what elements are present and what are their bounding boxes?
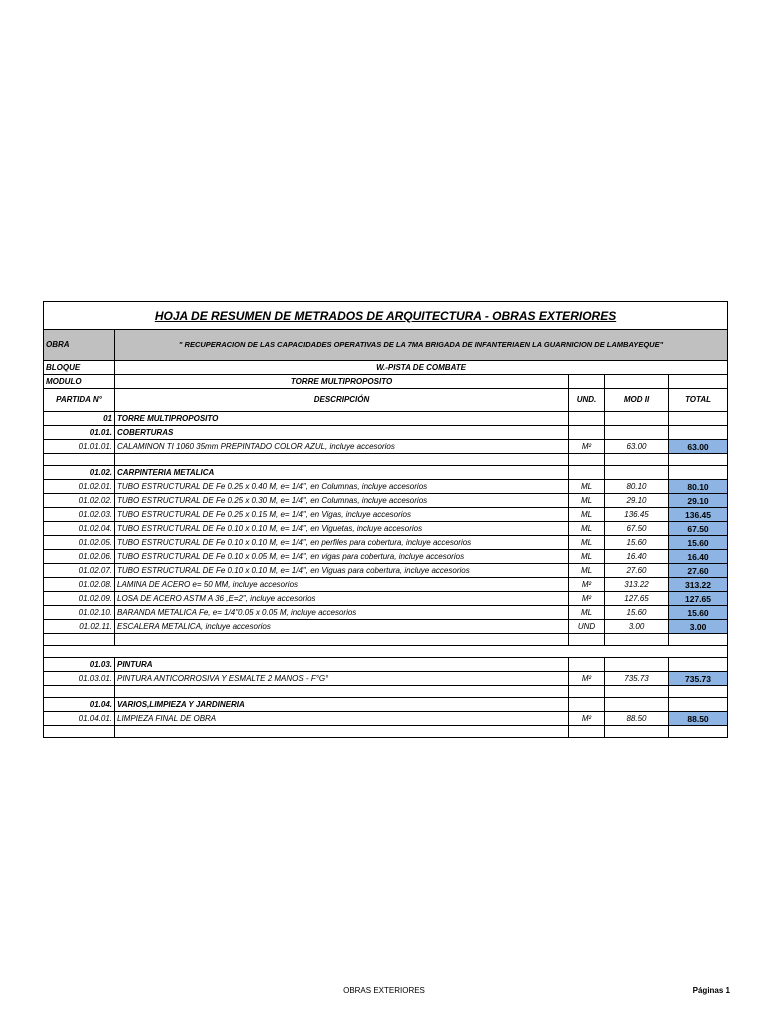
item-row bbox=[44, 550, 728, 564]
item-description: ESCALERA METALICA, incluye accesorios bbox=[115, 620, 569, 634]
blank-cell bbox=[669, 454, 728, 466]
item-total-value: 67.50 bbox=[669, 522, 728, 536]
section-row bbox=[44, 466, 728, 480]
item-row bbox=[44, 672, 728, 686]
total-cell-empty bbox=[669, 466, 728, 480]
item-total-value: 313.22 bbox=[669, 578, 728, 592]
partida-code: 01.04.01. bbox=[44, 712, 115, 726]
und-cell bbox=[569, 658, 605, 672]
item-mod-value: 29.10 bbox=[605, 494, 669, 508]
partida-code: 01.02.03. bbox=[44, 508, 115, 522]
section-title: TORRE MULTIPROPOSITO bbox=[115, 412, 569, 426]
item-mod-value: 63.00 bbox=[605, 440, 669, 454]
item-mod-value: 80.10 bbox=[605, 480, 669, 494]
blank-cell bbox=[115, 634, 569, 646]
item-description: LAMINA DE ACERO e= 50 MM, incluye accesorios bbox=[115, 578, 569, 592]
bloque-label: BLOQUE bbox=[44, 361, 115, 375]
item-mod-value: 127.65 bbox=[605, 592, 669, 606]
partida-code: 01.01.01. bbox=[44, 440, 115, 454]
item-unit: ML bbox=[569, 536, 605, 550]
header-partida: PARTIDA N° bbox=[44, 389, 115, 412]
partida-code: 01.03. bbox=[44, 658, 115, 672]
item-mod-value: 88.50 bbox=[605, 712, 669, 726]
section-title: CARPINTERIA METALICA bbox=[115, 466, 569, 480]
section-row bbox=[44, 658, 728, 672]
und-cell bbox=[569, 698, 605, 712]
blank-cell bbox=[605, 726, 669, 738]
blank-cell bbox=[44, 634, 115, 646]
partida-code: 01 bbox=[44, 412, 115, 426]
blank-cell bbox=[115, 726, 569, 738]
header-total: TOTAL bbox=[669, 389, 728, 412]
partida-code: 01.02.04. bbox=[44, 522, 115, 536]
section-title: VARIOS,LIMPIEZA Y JARDINERIA bbox=[115, 698, 569, 712]
section-title: COBERTURAS bbox=[115, 426, 569, 440]
metrados-table bbox=[43, 301, 728, 738]
item-mod-value: 27.60 bbox=[605, 564, 669, 578]
modulo-label: MODULO bbox=[44, 375, 115, 389]
item-mod-value: 15.60 bbox=[605, 536, 669, 550]
item-unit: ML bbox=[569, 522, 605, 536]
mod-cell bbox=[605, 658, 669, 672]
item-total-value: 88.50 bbox=[669, 712, 728, 726]
blank-cell bbox=[669, 726, 728, 738]
item-row bbox=[44, 620, 728, 634]
section-row bbox=[44, 412, 728, 426]
blank-cell bbox=[605, 454, 669, 466]
item-unit: ML bbox=[569, 564, 605, 578]
blank-row bbox=[44, 726, 728, 738]
item-unit: M² bbox=[569, 592, 605, 606]
item-unit: M² bbox=[569, 712, 605, 726]
item-mod-value: 313.22 bbox=[605, 578, 669, 592]
mod-cell bbox=[605, 698, 669, 712]
partida-code: 01.02.07. bbox=[44, 564, 115, 578]
section-row bbox=[44, 698, 728, 712]
modulo-mod-empty bbox=[605, 375, 669, 389]
blank-cell bbox=[115, 454, 569, 466]
item-total-value: 27.60 bbox=[669, 564, 728, 578]
modulo-value: TORRE MULTIPROPOSITO bbox=[115, 375, 569, 389]
item-row bbox=[44, 480, 728, 494]
blank-cell bbox=[605, 686, 669, 698]
item-unit: M² bbox=[569, 672, 605, 686]
footer-sheet-name: OBRAS EXTERIORES bbox=[343, 986, 425, 995]
item-description: TUBO ESTRUCTURAL DE Fe 0.10 x 0.10 M, e= 1/4", en Viguas para cobertura, incluye accesorios bbox=[115, 564, 569, 578]
obra-value: " RECUPERACION DE LAS CAPACIDADES OPERATIVAS DE LA 7MA BRIGADA DE INFANTERIAEN LA GUARNICION DE LAMBAYEQUE" bbox=[115, 330, 728, 361]
blank-cell bbox=[669, 634, 728, 646]
und-cell bbox=[569, 466, 605, 480]
section-row bbox=[44, 426, 728, 440]
partida-code: 01.02.11. bbox=[44, 620, 115, 634]
item-total-value: 735.73 bbox=[669, 672, 728, 686]
modulo-und-empty bbox=[569, 375, 605, 389]
modulo-total-empty bbox=[669, 375, 728, 389]
item-total-value: 63.00 bbox=[669, 440, 728, 454]
blank-cell bbox=[569, 634, 605, 646]
item-unit: M² bbox=[569, 578, 605, 592]
item-total-value: 15.60 bbox=[669, 606, 728, 620]
footer-page-number: Páginas 1 bbox=[692, 986, 730, 995]
item-description: TUBO ESTRUCTURAL DE Fe 0.10 x 0.10 M, e= 1/4", en perfiles para cobertura, incluye accesorios bbox=[115, 536, 569, 550]
blank-cell bbox=[115, 686, 569, 698]
header-und: UND. bbox=[569, 389, 605, 412]
mod-cell bbox=[605, 426, 669, 440]
item-mod-value: 3.00 bbox=[605, 620, 669, 634]
item-total-value: 15.60 bbox=[669, 536, 728, 550]
item-mod-value: 15.60 bbox=[605, 606, 669, 620]
item-row bbox=[44, 712, 728, 726]
item-unit: ML bbox=[569, 550, 605, 564]
item-mod-value: 735.73 bbox=[605, 672, 669, 686]
header-mod: MOD II bbox=[605, 389, 669, 412]
partida-code: 01.02.06. bbox=[44, 550, 115, 564]
blank-row bbox=[44, 454, 728, 466]
item-mod-value: 67.50 bbox=[605, 522, 669, 536]
sheet-title: HOJA DE RESUMEN DE METRADOS DE ARQUITECTURA - OBRAS EXTERIORES bbox=[44, 302, 728, 330]
blank-row bbox=[44, 634, 728, 646]
item-row bbox=[44, 536, 728, 550]
partida-code: 01.02.05. bbox=[44, 536, 115, 550]
blank-row bbox=[44, 686, 728, 698]
partida-code: 01.03.01. bbox=[44, 672, 115, 686]
partida-code: 01.02.10. bbox=[44, 606, 115, 620]
item-description: PINTURA ANTICORROSIVA Y ESMALTE 2 MANOS - F°G° bbox=[115, 672, 569, 686]
item-row bbox=[44, 522, 728, 536]
mod-cell bbox=[605, 412, 669, 426]
item-description: TUBO ESTRUCTURAL DE Fe 0.25 x 0.40 M, e= 1/4", en Columnas, incluye accesorios bbox=[115, 480, 569, 494]
bloque-value: W.-PISTA DE COMBATE bbox=[115, 361, 728, 375]
item-description: TUBO ESTRUCTURAL DE Fe 0.10 x 0.10 M, e= 1/4", en Viguetas, incluye accesorios bbox=[115, 522, 569, 536]
section-title: PINTURA bbox=[115, 658, 569, 672]
item-mod-value: 16.40 bbox=[605, 550, 669, 564]
item-description: LOSA DE ACERO ASTM A 36 ,E=2", incluye accesorios bbox=[115, 592, 569, 606]
header-descripcion: DESCRIPCIÓN bbox=[115, 389, 569, 412]
item-unit: ML bbox=[569, 606, 605, 620]
item-row bbox=[44, 508, 728, 522]
item-row bbox=[44, 564, 728, 578]
partida-code: 01.02.02. bbox=[44, 494, 115, 508]
item-description: BARANDA METALICA Fe, e= 1/4"0.05 x 0.05 M, incluye accesorios bbox=[115, 606, 569, 620]
item-mod-value: 136.45 bbox=[605, 508, 669, 522]
item-total-value: 16.40 bbox=[669, 550, 728, 564]
blank-cell bbox=[669, 686, 728, 698]
partida-code: 01.01. bbox=[44, 426, 115, 440]
partida-code: 01.02.08. bbox=[44, 578, 115, 592]
blank-cell bbox=[569, 726, 605, 738]
total-cell-empty bbox=[669, 426, 728, 440]
item-unit: ML bbox=[569, 494, 605, 508]
item-row bbox=[44, 494, 728, 508]
item-total-value: 29.10 bbox=[669, 494, 728, 508]
partida-code: 01.04. bbox=[44, 698, 115, 712]
total-cell-empty bbox=[669, 698, 728, 712]
total-cell-empty bbox=[669, 412, 728, 426]
und-cell bbox=[569, 412, 605, 426]
gap-row bbox=[44, 646, 728, 658]
item-unit: UND bbox=[569, 620, 605, 634]
item-row bbox=[44, 592, 728, 606]
item-unit: M² bbox=[569, 440, 605, 454]
item-description: TUBO ESTRUCTURAL DE Fe 0.10 x 0.05 M, e= 1/4", en vigas para cobertura, incluye accesorios bbox=[115, 550, 569, 564]
total-cell-empty bbox=[669, 658, 728, 672]
partida-code: 01.02. bbox=[44, 466, 115, 480]
item-description: CALAMINON TI 1060 35mm PREPINTADO COLOR AZUL, incluye accesorios bbox=[115, 440, 569, 454]
partida-code: 01.02.01. bbox=[44, 480, 115, 494]
item-total-value: 127.65 bbox=[669, 592, 728, 606]
partida-code: 01.02.09. bbox=[44, 592, 115, 606]
gap-cell bbox=[44, 646, 728, 658]
item-unit: ML bbox=[569, 508, 605, 522]
blank-cell bbox=[569, 686, 605, 698]
item-total-value: 136.45 bbox=[669, 508, 728, 522]
blank-cell bbox=[44, 454, 115, 466]
mod-cell bbox=[605, 466, 669, 480]
item-total-value: 80.10 bbox=[669, 480, 728, 494]
item-description: TUBO ESTRUCTURAL DE Fe 0.25 x 0.15 M, e= 1/4", en Vigas, incluye accesorios bbox=[115, 508, 569, 522]
und-cell bbox=[569, 426, 605, 440]
item-row bbox=[44, 606, 728, 620]
blank-cell bbox=[44, 686, 115, 698]
item-row bbox=[44, 578, 728, 592]
blank-cell bbox=[605, 634, 669, 646]
blank-cell bbox=[44, 726, 115, 738]
item-description: LIMPIEZA FINAL DE OBRA bbox=[115, 712, 569, 726]
item-row bbox=[44, 440, 728, 454]
obra-label: OBRA bbox=[44, 330, 115, 361]
item-unit: ML bbox=[569, 480, 605, 494]
item-description: TUBO ESTRUCTURAL DE Fe 0.25 x 0.30 M, e= 1/4", en Columnas, incluye accesorios bbox=[115, 494, 569, 508]
item-total-value: 3.00 bbox=[669, 620, 728, 634]
blank-cell bbox=[569, 454, 605, 466]
